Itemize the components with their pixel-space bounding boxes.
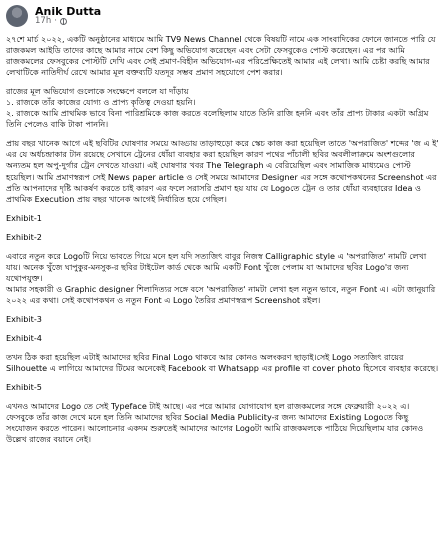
- paragraph-typeface: এখনও আমাদের Logo তে সেই Typeface টাই আছে। এর পরে আমার যোগাযোগ হল রাজকমলের সঙ্গে ফেব্রুয়ারী ২০২২ এ। ফেসবুকে তাঁর কাজ দেখে মনে হল তিনি আমাদের ছবির Social Media Publicity-র জন্য আমাদের Existing Logoতে কিছু সংযোজন করতে পারেন। আলোচনার একদম শুরুতেই আমাদের আগের Logoটা আমি রাজকমলকে পাঠিয়ে দিয়েছিলাম যার কোনও উল্লেখ রাজের বয়ানে নেই।: [6, 401, 424, 445]
- avatar[interactable]: [6, 5, 28, 27]
- post-header: [6, 4, 439, 28]
- globe-icon: [60, 18, 67, 25]
- exhibit-label-2: Exhibit-2: [6, 231, 42, 242]
- timestamp[interactable]: 17h: [35, 16, 52, 27]
- paragraph-allegations: রাজের মূল অভিযোগ গুলোকে সংক্ষেপে বললে যা দাঁড়ায় ১. রাজকে তাঁর কাজের যোগ্য ও প্রাপ্য কৃতিত্ব দেওয়া হয়নি। ২. রাজকে আমি প্রাথমিক ভাবে বিনা পারিশ্রমিকে কাজ করতে বলেছিলাম যাতে তিনি রাজি হননি এবং তাঁর প্রাপ্য টাকার একটা অগ্রিম তিনি পেলেও বাকি টাকা পাননি।: [6, 86, 429, 130]
- exhibit-label-1: Exhibit-1: [6, 212, 42, 223]
- author-name[interactable]: Anik Dutta: [35, 4, 102, 18]
- exhibit-label-5: Exhibit-5: [6, 382, 42, 393]
- paragraph-intro: ২৭শে মার্চ ২০২২, একটি অনুষ্ঠানের মাধ্যমে আমি TV9 News Channel থেকে বিষয়টি নামে এক সাংবাদিকের ফোনে জানতে পারি যে রাজকমল আইডি তাদের কাছে আমার নামে বেশ কিছু অভিযোগ করেছেন এবং সেটা ফেসবুকেও পোস্ট করেছেন। এর পর আমি রাজকমলের ফেসবুকের পোস্টটি দেখি এবং সেই প্রমাণ-বিহীন অভিযোগ-এর পরিপ্রেক্ষিতেই আমার এই লেখা। আমি চেষ্টা করছি আমার লেখাটিকে নাতিদীর্ঘ রেখে আমার মূল বক্তব্যটি যতদূর সম্ভব প্রমাণ সহযোগে পেশ করার।: [6, 34, 436, 78]
- exhibit-label-4: Exhibit-4: [6, 333, 42, 344]
- paragraph-calligraphy: এবারে নতুন করে Logoটি নিয়ে ভাবতে গিয়ে মনে হল যদি সত্যজিৎ বাবুর নিজস্ব Calligraphic style এ 'অপরাজিত' নামটি লেখা যায়। অনেক খুঁজে ঘাপুকুর-মনসুক-র ছবির টাইটেল কার্ড থেকে আমি একটি Font খুঁজে পেলাম যা আমাদের ছবির Logo'র জন্য যথোপযুক্ত। আমার সহকারী ও Graphic designer শিলাদিত্যর সঙ্গে বসে 'অপরাজিত' নামটা লেখা হল নতুন ভাবে, নতুন Font এ। এটা জানুয়ারি ২০২২ এর কথা। সেই কথোপকথন ও নতুন Font এ Logo তৈরির প্রমাণস্বরূপ Screenshot রইল।: [6, 250, 436, 305]
- exhibit-label-3: Exhibit-3: [6, 313, 42, 324]
- post-body: [6, 34, 439, 445]
- paragraph-final-logo: তখন ঠিক করা হয়েছিল এটাই আমাদের ছবির Final Logo থাকবে আর কোনও অলংকরণ ছাড়াই।সেই Logo সত্যজিৎ রায়ের Silhouette এ লাগিয়ে আমাদের টিমের অনেকেই Facebook বা Whatsapp এর profile বা cover photo হিসেবে ব্যবহার করেছে।: [6, 352, 439, 374]
- timestamp-row: [35, 17, 101, 26]
- separator-dot: ·: [54, 16, 57, 27]
- post-meta: [35, 6, 101, 26]
- paragraph-logo-history: প্রায় বছর খানেক আগে এই ছবিটির ঘোষণার সময়ে আড্ডায় তাড়াহুড়ো করে স্কেচ কাজ করা হয়েছিল তাতে 'অপরাজিত' শব্দের 'জ এ ই' এর যে অর্ধচন্দ্রাকার টান রয়েছে সেখানে ট্রেনের ধোঁয়া ব্যবহার করা হয়েছিল কারণ পথের পাঁচালী ছবির অবলীলাক্রমে অংশগুলোর অন্যতম হল অপু-দুর্গার ট্রেন দেখতে যাওয়া। এই ঘোষণার খবর The Telegraph এ বেরিয়েছিল এবং সামাজিক মাধ্যমেও পোস্ট হয়েছিল। আমি প্রমাণস্বরূপ সেই News paper article ও সেই সময়ে আমাদের Designer এর সঙ্গে কথোপকথনের Screenshot এর প্রতি আপনাদের দৃষ্টি আকর্ষণ করতে চাই কারণ এর ফলে সরাসরি প্রমাণ হয় যায় যে Logoতে ট্রেন ও তার ধোঁয়া ব্যবহারের Idea ও প্রাথমিক Execution প্রায় বছর খানেক আগেই নির্ধারিত হয়ে গেছিল।: [6, 138, 439, 204]
